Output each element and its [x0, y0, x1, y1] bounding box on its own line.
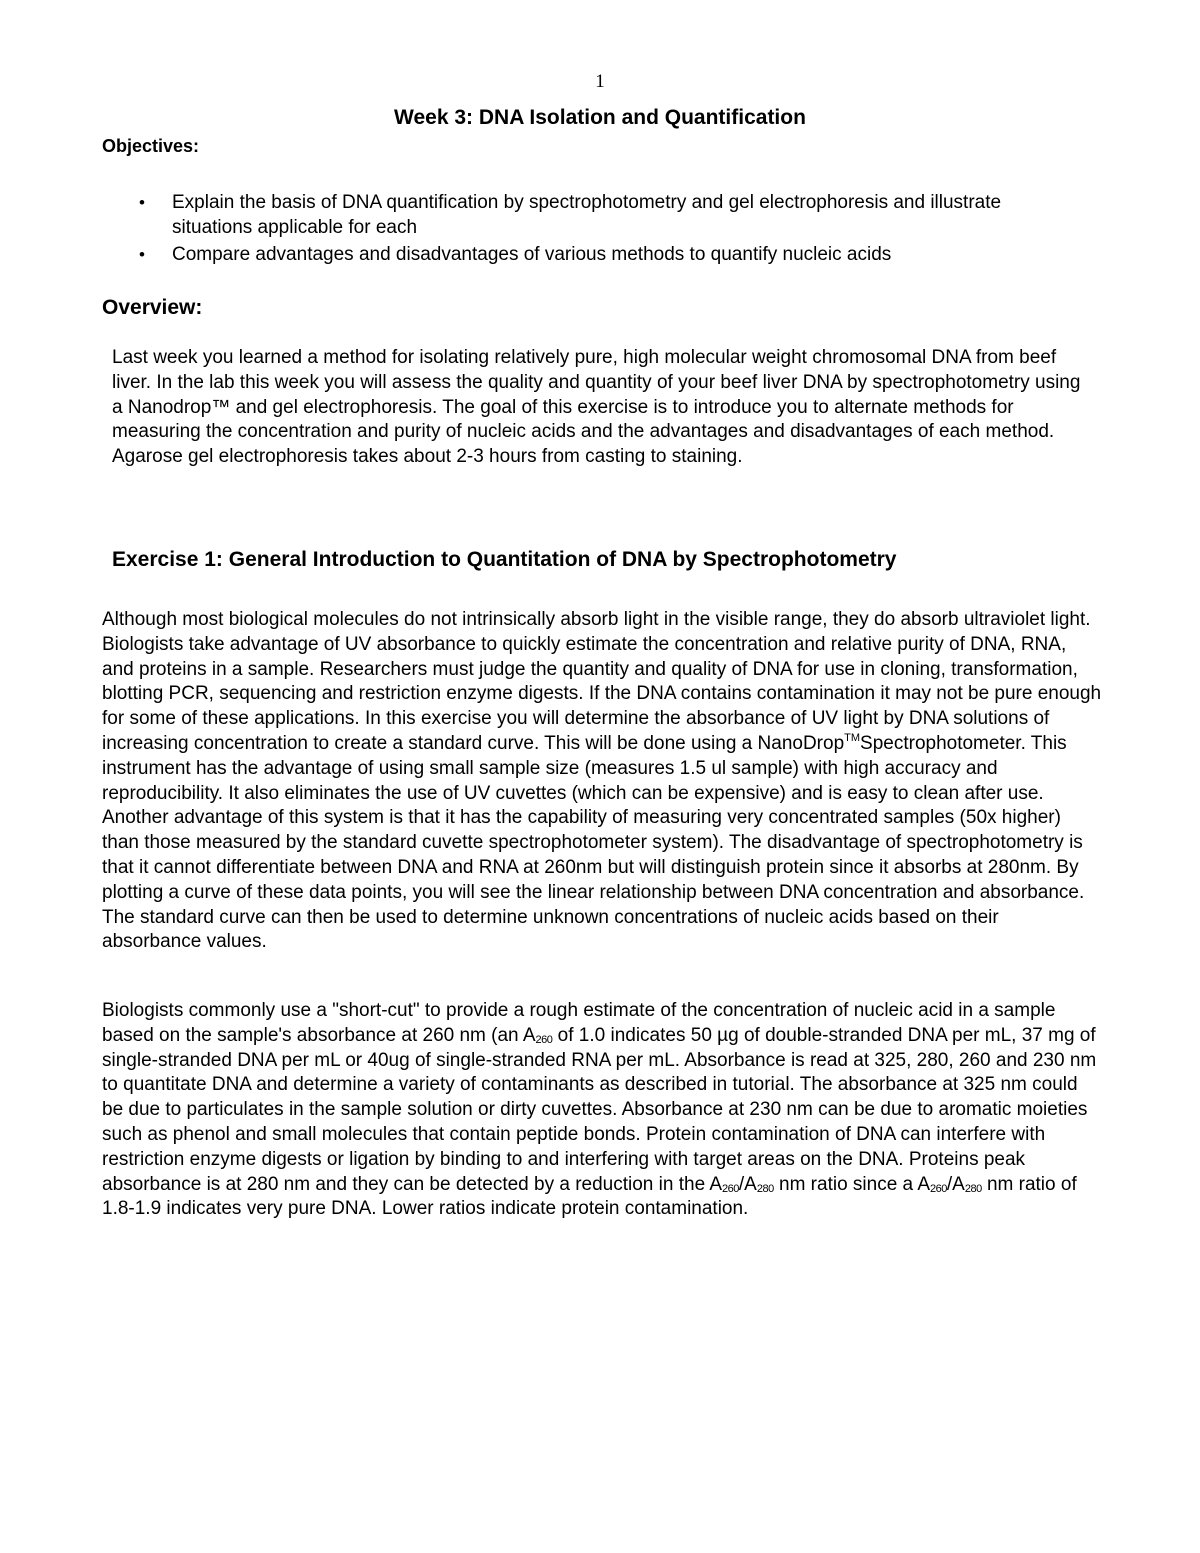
objective-text: Compare advantages and disadvantages of various methods to quantify nucleic acids [172, 244, 892, 265]
trademark-superscript: TM [844, 731, 861, 744]
subscript: 280 [756, 1182, 774, 1195]
objective-item [102, 190, 1062, 240]
exercise-1-heading: Exercise 1: General Introduction to Quantitation of DNA by Spectrophotometry [112, 548, 897, 571]
paragraph-text: nm ratio of 1.8-1.9 indicates very pure DNA. Lower ratios indicate protein contamination. [102, 1173, 1077, 1220]
objectives-list [102, 190, 1062, 269]
objective-item [102, 242, 1062, 267]
overview-heading: Overview: [102, 296, 203, 319]
page-number: 1 [595, 71, 605, 92]
bullet-icon: • [139, 245, 145, 264]
exercise-1-paragraph-1 [102, 608, 1102, 955]
exercise-1-paragraph-2 [102, 999, 1102, 1222]
paragraph-text: /A [946, 1173, 965, 1195]
objectives-heading: Objectives: [102, 136, 200, 156]
paragraph-text: Spectrophotometer. This instrument has the advantage of using small sample size (measures 1.5 ul sample) with high accuracy and reproducibility. It also eliminates the use of UV cuvettes (which can be expensive) and is easy to clean after use. Another advantage of this system is that it has the capability of measuring very concentrated samples (50x higher) than those measured by the standard cuvette spectrophotometer system). The disadvantage of spectrophotometry is that it cannot differentiate between DNA and RNA at 260nm but will distinguish protein since it absorbs at 280nm. By plotting a curve of these data points, you will see the linear relationship between DNA concentration and absorbance. The standard curve can then be used to determine unknown concentrations of nucleic acids based on their absorbance values. [102, 732, 1085, 953]
paragraph-text: /A [738, 1173, 757, 1195]
overview-paragraph: Last week you learned a method for isolating relatively pure, high molecular weight chromosomal DNA from beef liver. In the lab this week you will assess the quality and quantity of your beef liver DNA by spectrophotometry using a Nanodrop™ and gel electrophoresis. The goal of this exercise is to introduce you to alternate methods for measuring the concentration and purity of nucleic acids and the advantages and disadvantages of each method. Agarose gel electrophoresis takes about 2-3 hours from casting to staining. [112, 347, 1081, 468]
subscript: 260 [930, 1182, 947, 1195]
paragraph-text: Biologists commonly use a "short-cut" to provide a rough estimate of the concentration of nucleic acid in a sample based on the sample's absorbance at 260 nm (an A [102, 1000, 1056, 1046]
document-title: Week 3: DNA Isolation and Quantification [394, 106, 806, 129]
subscript: 280 [964, 1182, 982, 1195]
paragraph-text: nm ratio since a A [773, 1173, 931, 1195]
subscript: 260 [535, 1033, 553, 1046]
paragraph-text: of 1.0 indicates 50 µg of double-stranded DNA per mL, 37 mg of single-stranded DNA per mL or 40ug of single-stranded RNA per mL. Absorbance is read at 325, 280, 260 and 230 nm to quantitate DNA and determine a variety of contaminants as described in tutorial. The absorbance at 325 nm could be due to particulates in the sample solution or dirty cuvettes. Absorbance at 230 nm can be due to aromatic moieties such as phenol and small molecules that contain peptide bonds. Protein contamination of DNA can interfere with restriction enzyme digests or ligation by binding to and interfering with target areas on the DNA. Proteins peak absorbance is at 280 nm and they can be detected by a reduction in the A [102, 1024, 1097, 1195]
subscript: 260 [722, 1182, 739, 1195]
objective-text: Explain the basis of DNA quantification by spectrophotometry and gel electrophoresis and illustrate situations applicable for each [172, 192, 1002, 238]
bullet-icon: • [139, 193, 145, 212]
paragraph-text: Although most biological molecules do not intrinsically absorb light in the visible range, they do absorb ultraviolet light. Biologists take advantage of UV absorbance to quickly estimate the concentration and relative purity of DNA, RNA, and proteins in a sample. Researchers must judge the quantity and quality of DNA for use in cloning, transformation, blotting PCR, sequencing and restriction enzyme digests. If the DNA contains contamination it may not be pure enough for some of these applications. In this exercise you will determine the absorbance of UV light by DNA solutions of increasing concentration to create a standard curve. This will be done using a NanoDrop [102, 609, 1102, 754]
